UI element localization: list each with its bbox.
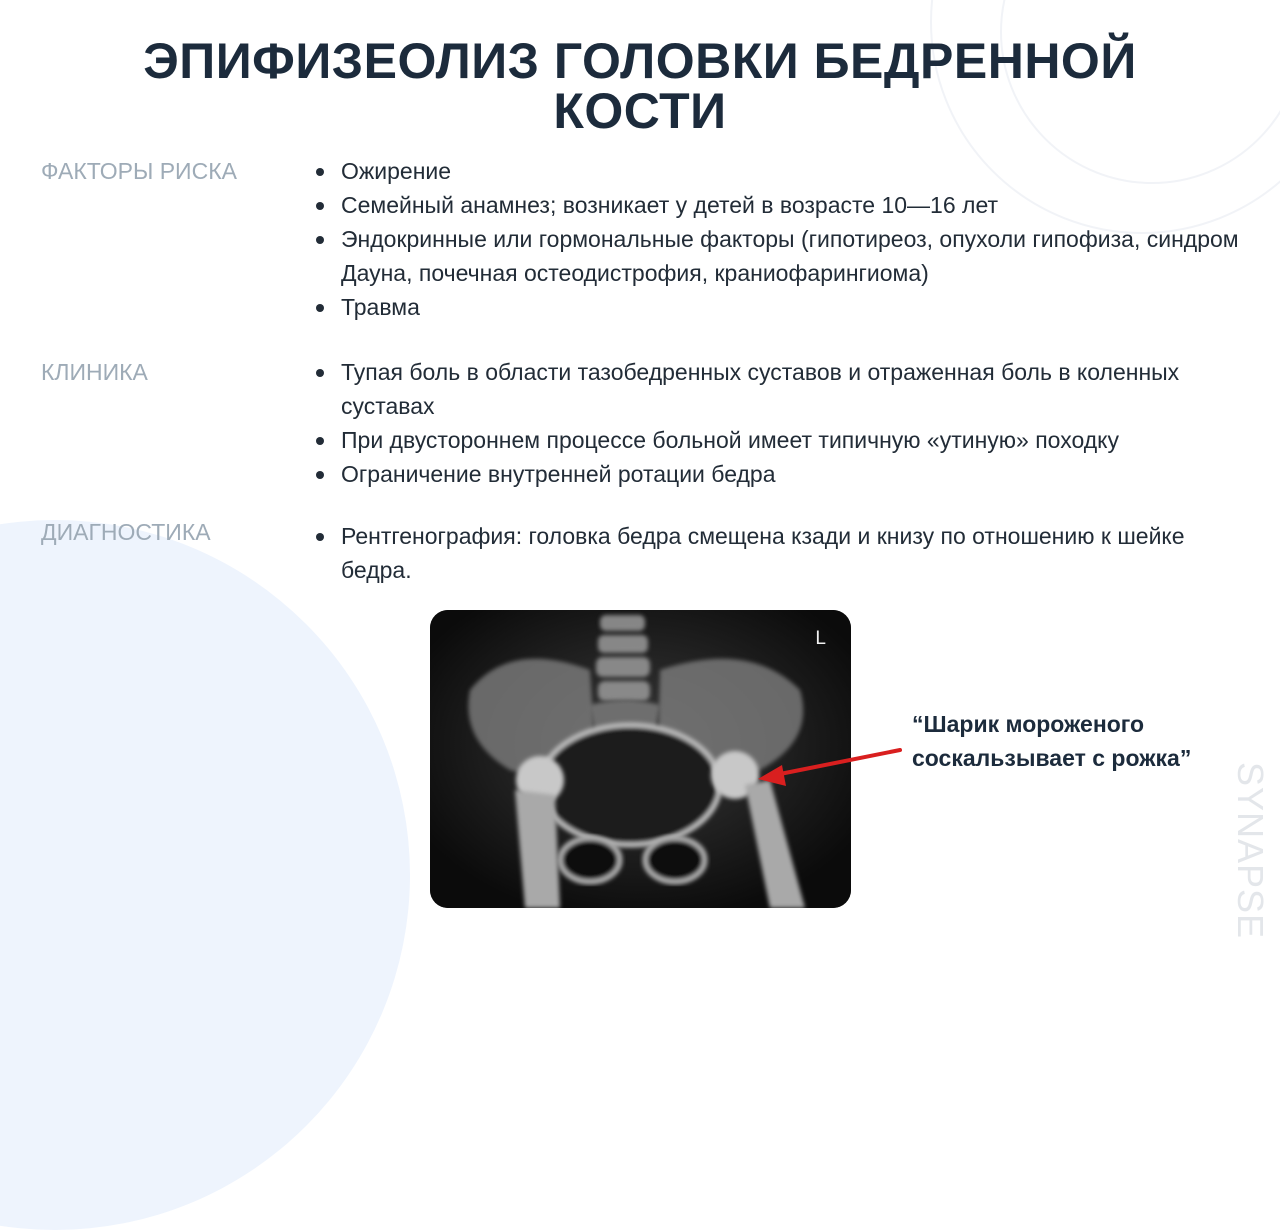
risk-factors-list (341, 154, 1241, 324)
list-item: Семейный анамнез; возникает у детей в возрасте 10—16 лет (341, 188, 1241, 222)
section-label-clinic: КЛИНИКА (41, 359, 148, 385)
background-circle-decoration (0, 520, 410, 1230)
slide-title-line2: КОСТИ (553, 83, 727, 139)
callout-line1: “Шарик мороженого (912, 711, 1145, 737)
section-label-risk-factors: ФАКТОРЫ РИСКА (41, 158, 237, 184)
list-item: Рентгенография: головка бедра смещена кзади и книзу по отношению к шейке бедра. (341, 519, 1241, 587)
list-item: При двустороннем процессе больной имеет типичную «утиную» походку (341, 423, 1241, 457)
list-item: Тупая боль в области тазобедренных суставов и отраженная боль в коленных суставах (341, 355, 1241, 423)
list-item: Ожирение (341, 154, 1241, 188)
callout-quote (912, 707, 1242, 775)
xray-side-marker: L (815, 628, 826, 649)
diagnostics-list (341, 519, 1241, 587)
clinic-list (341, 355, 1241, 491)
slide-title (60, 33, 1220, 139)
section-label-diagnostics: ДИАГНОСТИКА (41, 519, 211, 545)
list-item: Ограничение внутренней ротации бедра (341, 457, 1241, 491)
callout-line2: соскальзывает с рожка” (912, 745, 1192, 771)
list-item: Эндокринные или гормональные факторы (гипотиреоз, опухоли гипофиза, синдром Дауна, почечная остеодистрофия, краниофарингиома) (341, 222, 1241, 290)
watermark-logo: SYNAPSE (1230, 762, 1271, 940)
list-item: Травма (341, 290, 1241, 324)
slide-title-line1: ЭПИФИЗЕОЛИЗ ГОЛОВКИ БЕДРЕННОЙ (143, 33, 1137, 89)
xray-drawing (430, 610, 851, 908)
pelvis-xray-image (430, 610, 851, 908)
